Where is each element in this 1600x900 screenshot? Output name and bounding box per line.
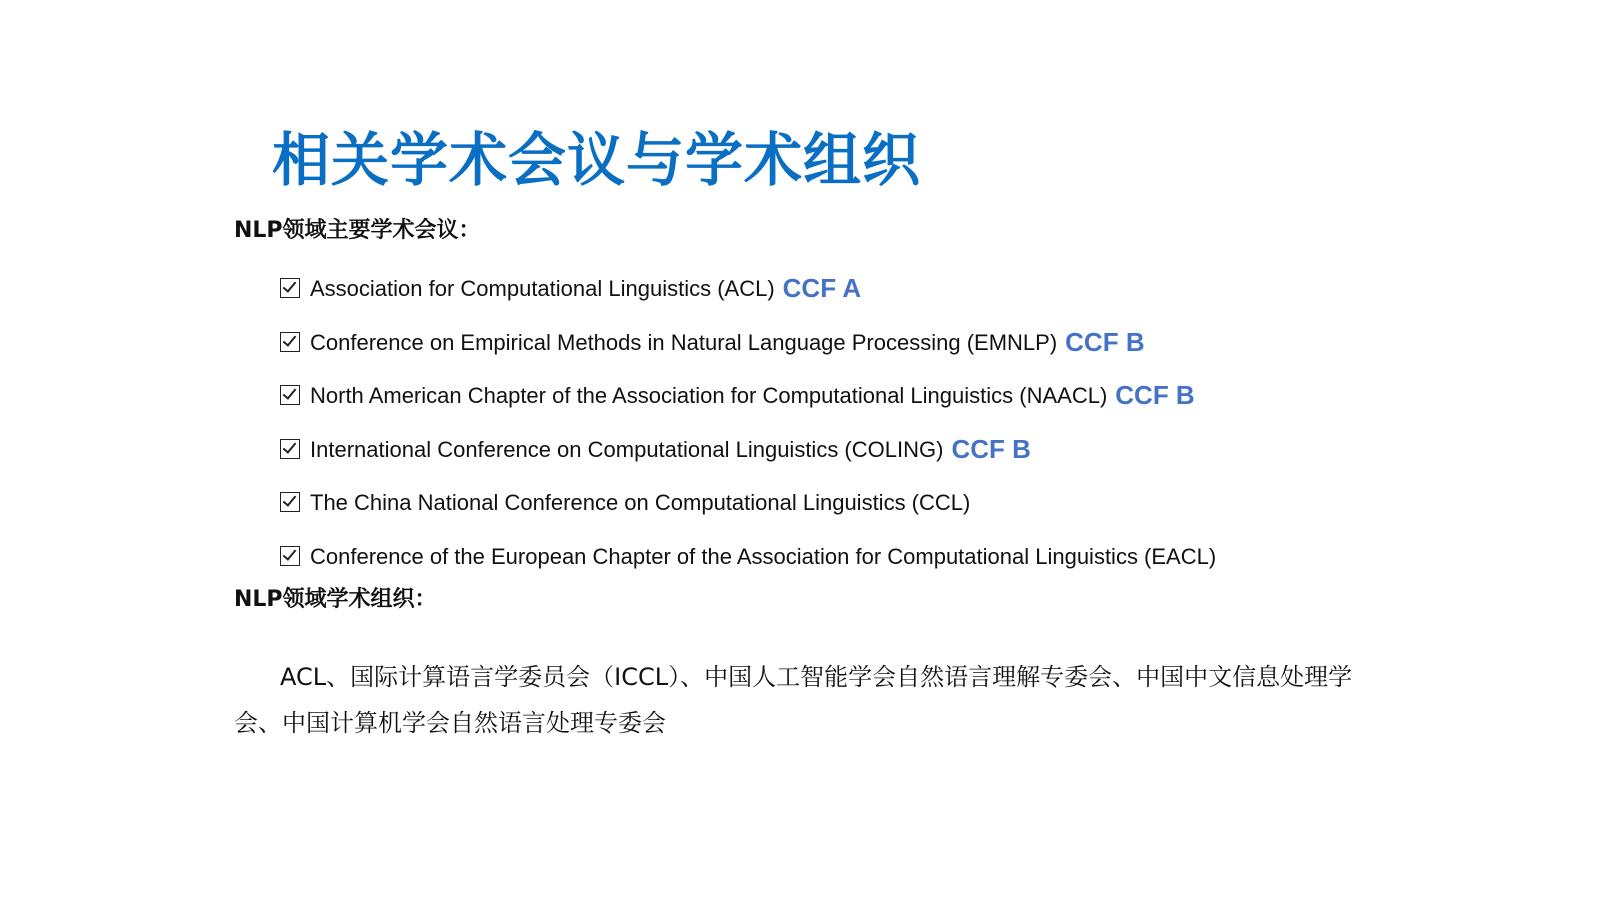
ccf-rank-badge: CCF B	[1065, 326, 1145, 357]
ccf-rank-badge: CCF B	[1115, 380, 1195, 410]
conference-name: International Conference on Computational Linguistics (COLING)	[310, 436, 944, 462]
conference-name: Conference on Empirical Methods in Natural Language Processing (EMNLP)	[310, 329, 1058, 355]
conference-name: Conference of the European Chapter of the Association for Computational Linguistics (EACL)	[310, 543, 1217, 569]
list-item	[280, 274, 1216, 328]
organizations-paragraph: ACL、国际计算语言学委员会（ICCL）、中国人工智能学会自然语言理解专委会、中国中文信息处理学会、中国计算机学会自然语言处理专委会	[234, 663, 1353, 737]
page-title: 相关学术会议与学术组织	[272, 126, 922, 194]
conference-list	[280, 274, 1216, 595]
list-item	[280, 381, 1216, 435]
ccf-rank-badge: CCF B	[951, 433, 1031, 464]
checkbox-checked-icon	[280, 385, 300, 405]
checkbox-checked-icon	[280, 332, 300, 352]
checkbox-checked-icon	[280, 278, 300, 298]
list-item	[280, 328, 1216, 382]
checkbox-checked-icon	[280, 546, 300, 566]
ccf-rank-badge: CCF A	[782, 273, 862, 303]
checkbox-checked-icon	[280, 492, 300, 512]
list-item	[280, 435, 1216, 489]
conference-name: North American Chapter of the Association for Computational Linguistics (NAACL)	[310, 383, 1108, 408]
conferences-heading: NLP领域主要学术会议：	[234, 218, 481, 243]
conference-name: The China National Conference on Computational Linguistics (CCL)	[310, 490, 971, 515]
organizations-heading: NLP领域学术组织：	[234, 587, 437, 612]
conference-name: Association for Computational Linguistics (ACL)	[310, 276, 775, 301]
checkbox-checked-icon	[280, 439, 300, 459]
list-item	[280, 488, 1216, 542]
